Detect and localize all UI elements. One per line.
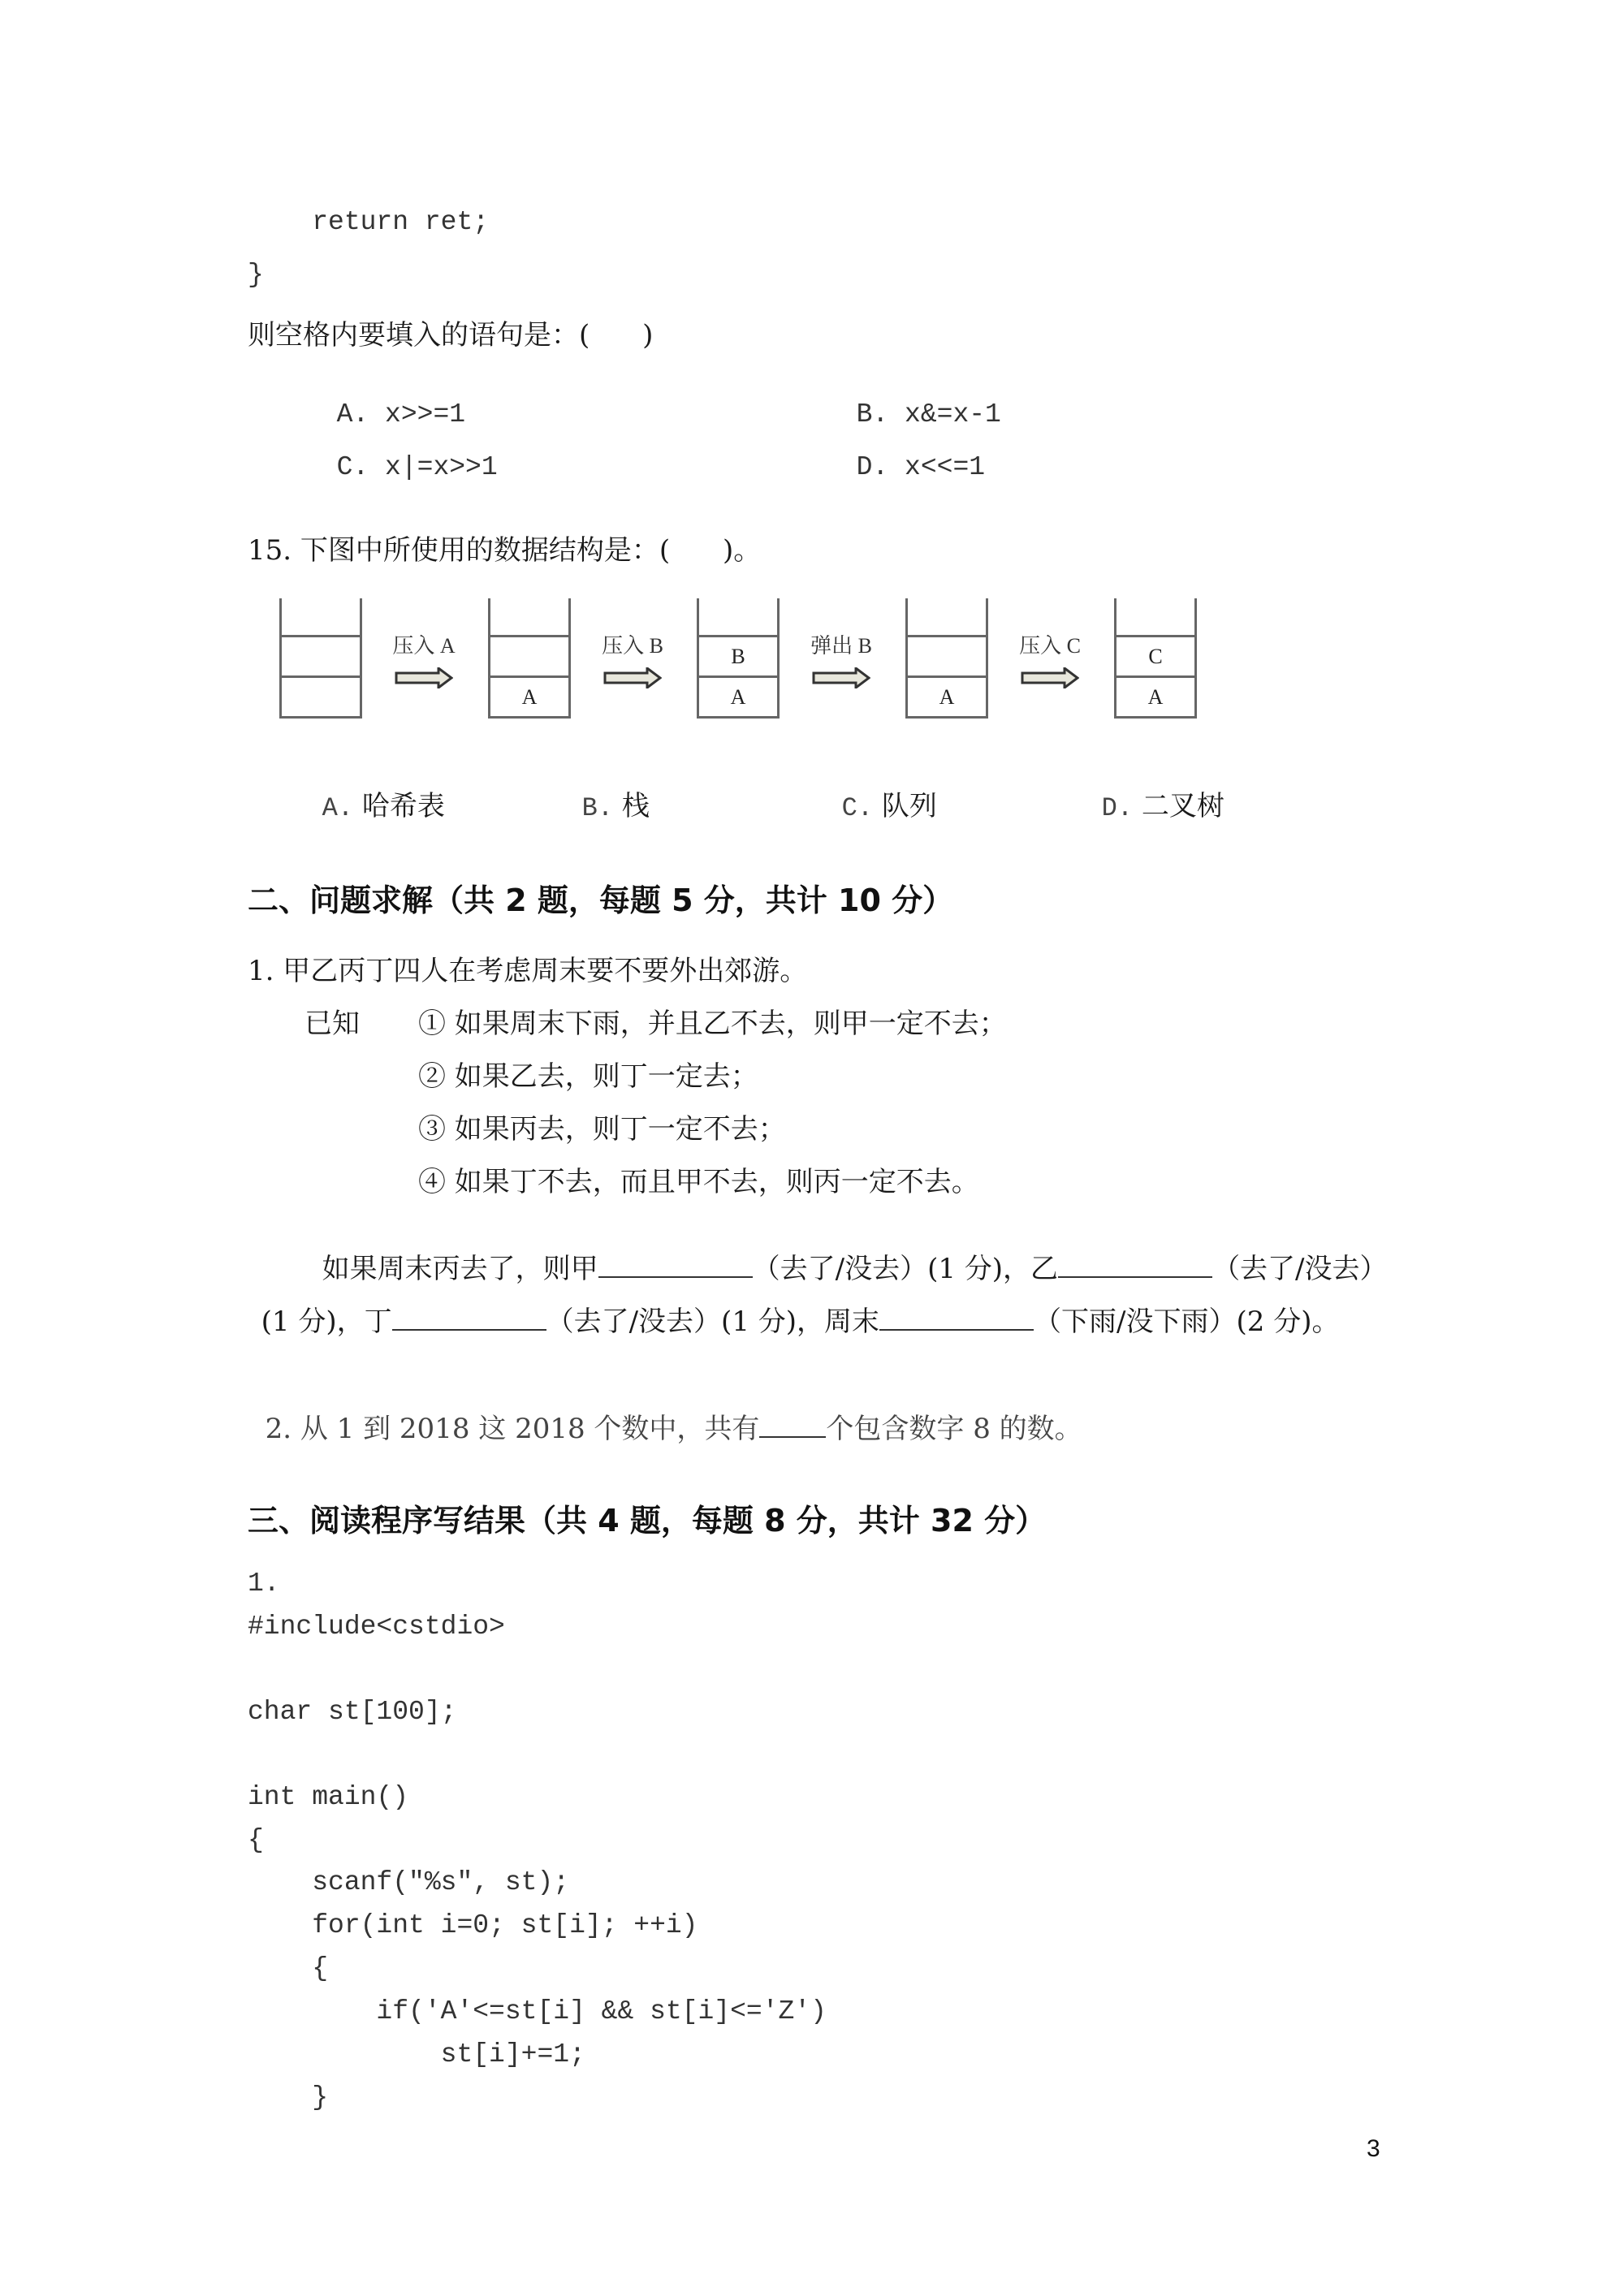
q15-prompt: 15. 下图中所使用的数据结构是：( )。 <box>248 534 762 567</box>
code-line: #include<cstdio> <box>248 1612 505 1642</box>
text: 如果周末丙去了，则甲 <box>322 1253 598 1285</box>
q14-option-c[interactable] <box>304 422 498 482</box>
option-label: A. <box>322 793 354 823</box>
operation-push-c <box>1001 629 1099 692</box>
stack-cell <box>282 635 360 676</box>
section3-q1-label: 1. <box>248 1569 280 1599</box>
text: (1 分)，丁 <box>261 1306 392 1338</box>
q14-option-d[interactable] <box>824 422 985 482</box>
q1-answer-line-2 <box>244 1267 1339 1339</box>
option-label: B. <box>856 399 889 429</box>
text: （去了/没去）(1 分)，乙 <box>752 1253 1059 1285</box>
text: （下雨/没下雨）(2 分)。 <box>1034 1306 1340 1338</box>
stack-cell <box>282 675 360 717</box>
right-arrow-icon <box>603 667 662 688</box>
option-text: x&=x-1 <box>905 399 1001 429</box>
condition-3: ③ 如果丙去，则丁一定不去； <box>418 1113 786 1146</box>
q14-option-b[interactable] <box>824 369 1001 429</box>
option-text: 栈 <box>621 790 650 822</box>
code-line-close-brace: } <box>248 260 264 290</box>
operation-label: 压入 A <box>392 634 456 658</box>
q15-option-b[interactable] <box>564 751 650 823</box>
option-label: D. <box>856 452 889 482</box>
stack-3 <box>905 598 988 719</box>
stack-cell <box>908 635 986 676</box>
option-label: C. <box>841 793 874 823</box>
right-arrow-icon <box>1021 667 1079 688</box>
code-line: { <box>248 1953 329 1983</box>
operation-label: 压入 B <box>602 634 663 658</box>
option-text: x|=x>>1 <box>385 452 498 482</box>
option-text: x>>=1 <box>385 399 466 429</box>
answer-blank-ding[interactable] <box>392 1305 546 1331</box>
operation-push-b <box>584 629 681 692</box>
stack-4 <box>1114 598 1197 719</box>
stack-cell: A <box>908 675 986 717</box>
q14-option-a[interactable] <box>304 369 465 429</box>
code-line: int main() <box>248 1782 409 1812</box>
code-line: st[i]+=1; <box>248 2039 585 2069</box>
stack-1 <box>488 598 571 719</box>
q15-option-c[interactable] <box>824 751 937 823</box>
stack-cell: C <box>1116 635 1194 676</box>
q15-option-d[interactable] <box>1084 751 1224 823</box>
right-arrow-icon <box>395 667 453 688</box>
stack-cell: B <box>699 635 777 676</box>
section2-q2 <box>248 1374 1082 1446</box>
section2-heading: 二、问题求解（共 2 题，每题 5 分，共计 10 分） <box>248 883 954 918</box>
q14-prompt: 则空格内要填入的语句是：( ) <box>248 319 654 352</box>
q15-option-a[interactable] <box>304 751 445 823</box>
option-label: C. <box>336 452 369 482</box>
text: （去了/没去） <box>1212 1253 1388 1285</box>
operation-label: 弹出 B <box>810 634 872 658</box>
stack-cell: A <box>1116 675 1194 717</box>
operation-pop-b <box>793 629 890 692</box>
condition-1: ① 如果周末下雨，并且乙不去，则甲一定不去； <box>418 1008 1007 1040</box>
answer-blank-count[interactable] <box>759 1412 826 1438</box>
option-label: A. <box>336 399 369 429</box>
option-text: 队列 <box>881 790 937 822</box>
stack-2 <box>697 598 780 719</box>
text: 个包含数字 8 的数。 <box>826 1413 1082 1445</box>
stack-cell: A <box>490 675 568 717</box>
code-line: { <box>248 1825 264 1855</box>
operation-label: 压入 C <box>1019 634 1081 658</box>
condition-2: ② 如果乙去，则丁一定去； <box>418 1060 758 1093</box>
code-line: } <box>248 2082 329 2113</box>
text: 2. 从 1 到 2018 这 2018 个数中，共有 <box>265 1413 760 1445</box>
condition-4: ④ 如果丁不去，而且甲不去，则丙一定不去。 <box>418 1166 979 1198</box>
right-arrow-icon <box>812 667 870 688</box>
option-text: x<<=1 <box>905 452 986 482</box>
code-line: scanf("%s", st); <box>248 1867 570 1897</box>
code-line: if('A'<=st[i] && st[i]<='Z') <box>248 1996 827 2026</box>
answer-blank-weather[interactable] <box>879 1305 1034 1331</box>
known-label: 已知 <box>304 1008 360 1040</box>
operation-push-a <box>375 629 473 692</box>
option-text: 哈希表 <box>361 790 445 822</box>
code-line: for(int i=0; st[i]; ++i) <box>248 1910 698 1940</box>
page-number: 3 <box>1367 2135 1380 2162</box>
code-line: char st[100]; <box>248 1697 457 1727</box>
stack-cell: A <box>699 675 777 717</box>
stack-cell <box>490 635 568 676</box>
option-text: 二叉树 <box>1141 790 1224 822</box>
text: （去了/没去）(1 分)，周末 <box>546 1306 880 1338</box>
code-line-return: return ret; <box>248 207 490 237</box>
section2-q1-intro: 1. 甲乙丙丁四人在考虑周末要不要外出郊游。 <box>248 955 808 987</box>
option-label: B. <box>581 793 614 823</box>
section3-heading: 三、阅读程序写结果（共 4 题，每题 8 分，共计 32 分） <box>248 1503 1047 1539</box>
option-label: D. <box>1101 793 1134 823</box>
stack-0 <box>279 598 362 719</box>
